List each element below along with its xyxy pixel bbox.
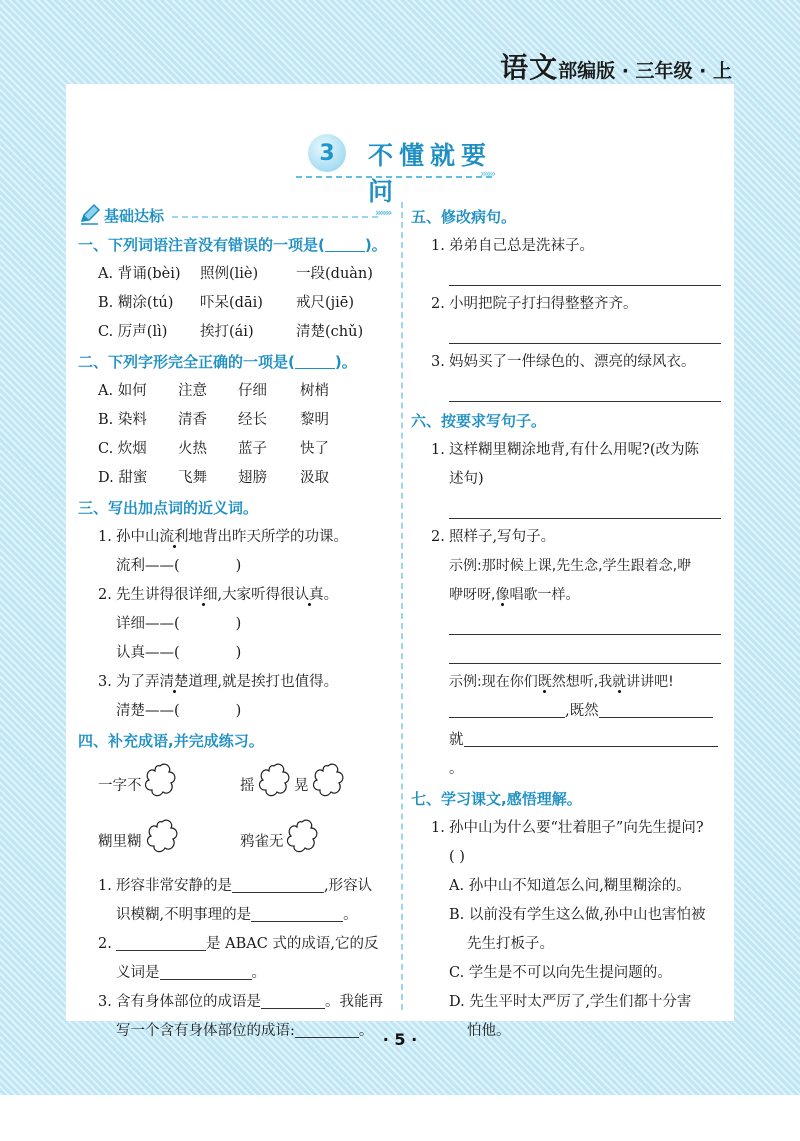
text-segment: 孙中山为什么要“壮着胆子”向先生提问?	[449, 820, 704, 836]
answer-prompt[interactable]	[78, 697, 390, 726]
choice-cell: C. 炊烟	[98, 441, 147, 457]
close-paren: )	[235, 616, 242, 632]
answer-prompt[interactable]	[78, 552, 390, 581]
title-underline	[296, 176, 492, 178]
question-number: 3.	[98, 994, 112, 1010]
close-paren: )	[235, 558, 242, 574]
fill-sentence	[411, 697, 723, 726]
question-number: 3.	[431, 354, 445, 370]
edition-label: 部编版 · 三年级 · 上	[558, 60, 732, 82]
text-segment: 示例:那时候上课,先生念,学生跟着念,咿	[449, 558, 692, 574]
question-number: 3.	[98, 674, 112, 690]
text-segment: 讲讲吧!	[626, 674, 674, 690]
answer-blank[interactable]	[116, 934, 206, 951]
choice-row	[78, 435, 390, 464]
question-number: 1.	[431, 820, 445, 836]
text-segment: 写一个含有身体部位的成语:	[116, 1023, 295, 1039]
choice-cell: 快了	[300, 441, 329, 457]
text-segment: 。	[343, 907, 358, 923]
idiom-text: 一字不	[98, 778, 142, 794]
dotted-word: 流利	[159, 529, 189, 545]
lead-heading-label: 基础达标	[104, 207, 165, 225]
lesson-title-block	[296, 134, 506, 206]
text-segment: 地背出昨天所学的功课。	[188, 529, 348, 545]
text-segment: 小明把院子打扫得整整齐齐。	[449, 296, 638, 312]
page-number: · 5 ·	[382, 1030, 418, 1049]
answer-blank[interactable]	[160, 963, 252, 980]
question-text	[411, 436, 723, 465]
choice-cell: 一段(duàn)	[296, 266, 373, 282]
text-segment: 。我能再	[325, 994, 383, 1010]
question-text	[78, 988, 390, 1017]
book-header	[500, 46, 732, 82]
text-segment: 这样糊里糊涂地背,有什么用呢?(改为陈	[449, 442, 700, 458]
choice-row	[78, 464, 390, 493]
answer-blank[interactable]	[464, 730, 718, 747]
question-number: 1.	[431, 238, 445, 254]
choice-row	[78, 289, 390, 318]
choice-cell: 照例(liè)	[200, 266, 259, 282]
question-text	[411, 814, 723, 843]
text-segment: 先生讲得很	[116, 587, 189, 603]
answer-prompt[interactable]	[78, 610, 390, 639]
answer-blank[interactable]	[599, 701, 713, 718]
question-text	[411, 232, 723, 261]
pencil-icon	[78, 202, 102, 226]
synonym-prompt: 详细——(	[116, 616, 180, 632]
close-paren: )	[235, 645, 242, 661]
answer-paren[interactable]: ( )	[449, 849, 465, 865]
idiom-text: 摇	[240, 778, 255, 794]
choice-cell: 挨打(ái)	[200, 324, 254, 340]
synonym-prompt: 认真——(	[116, 645, 180, 661]
worksheet	[66, 84, 734, 1039]
lesson-number-badge: 3	[308, 134, 346, 172]
text-segment: 然想听,我	[551, 674, 613, 690]
text-segment: 述句)	[449, 471, 484, 487]
arrow-decoration-icon: »»»	[480, 167, 495, 180]
choice-cell: 飞舞	[178, 470, 207, 486]
subject-label: 语文	[500, 51, 559, 84]
text-segment: ,大家听得很	[217, 587, 295, 603]
question-number: 1.	[98, 529, 112, 545]
option-c: C. 学生是不可以向先生提问题的。	[449, 965, 672, 981]
section-7-title: 七、学习课文,感悟理解。	[411, 790, 582, 808]
answer-line[interactable]	[411, 610, 723, 639]
dotted-word: 认真	[294, 587, 324, 603]
answer-blank[interactable]	[449, 701, 565, 718]
example-sentence	[411, 552, 723, 581]
choice-cell: 火热	[178, 441, 207, 457]
choice-cell: 吓呆(dāi)	[200, 295, 263, 311]
choice-cell: A. 背诵(bèi)	[98, 266, 181, 282]
section-5-title: 五、修改病句。	[411, 208, 517, 226]
heading-dash-line	[172, 216, 378, 218]
answer-blank[interactable]	[325, 237, 365, 252]
choice-cell: 清香	[178, 412, 207, 428]
dotted-word: 详细	[188, 587, 218, 603]
dotted-word: 清楚	[159, 674, 189, 690]
option-b: B. 以前没有学生这么做,孙中山也害怕被	[449, 907, 706, 923]
choice-cell: 戒尺(jiē)	[296, 295, 355, 311]
text-segment: ,形容认	[324, 878, 373, 894]
text-segment: 孙中山	[116, 529, 160, 545]
option-d-cont: 怕他。	[467, 1023, 511, 1039]
text-segment: 形容非常安静的是	[116, 878, 232, 894]
choice-cell: 汲取	[300, 470, 329, 486]
dotted-word: 像	[495, 587, 510, 603]
answer-blank[interactable]	[251, 905, 343, 922]
question-number: 2.	[431, 529, 445, 545]
question-number: 2.	[98, 936, 112, 952]
idiom-text: 糊里糊	[98, 834, 142, 850]
text-segment: 唱歌一样。	[509, 587, 580, 603]
section-1-title	[78, 230, 390, 260]
column-divider	[401, 202, 403, 1010]
choice-cell: 注意	[178, 383, 207, 399]
answer-blank[interactable]	[232, 876, 324, 893]
dotted-word: 就	[612, 674, 627, 690]
lead-heading	[78, 202, 390, 230]
arrow-decoration-icon: »»»	[375, 206, 391, 219]
fill-sentence	[411, 726, 723, 784]
question-number: 2.	[431, 296, 445, 312]
question-number: 1.	[98, 878, 112, 894]
text-segment: 示例:现在你们	[449, 674, 538, 690]
text-segment: 妈妈买了一件绿色的、漂亮的绿风衣。	[449, 354, 696, 370]
choice-cell: B. 染料	[98, 412, 147, 428]
choice-cell: 蓝子	[238, 441, 267, 457]
question-text	[78, 523, 390, 552]
section-2-title-end: )。	[334, 353, 357, 371]
answer-line[interactable]	[411, 377, 723, 406]
text-segment: 照样子,写句子。	[449, 529, 556, 545]
flower-blank-icon[interactable]	[310, 762, 346, 798]
question-text	[411, 290, 723, 319]
choice-cell: C. 厉声(lì)	[98, 324, 168, 340]
option-b-cont: 先生打板子。	[467, 936, 554, 952]
section-2-title-text: 二、下列字形完全正确的一项是(	[78, 353, 295, 371]
question-text	[411, 465, 723, 494]
section-1-title-end: )。	[364, 236, 387, 254]
right-column	[411, 202, 723, 1046]
question-text	[78, 668, 390, 697]
answer-line[interactable]	[411, 261, 723, 290]
question-text	[78, 930, 390, 959]
dotted-word: 既	[537, 674, 552, 690]
idiom-text: 鸦雀无	[240, 834, 284, 850]
answer-prompt[interactable]	[78, 639, 390, 668]
section-3-title: 三、写出加点词的近义词。	[78, 499, 259, 517]
text-segment: 咿呀呀,	[449, 587, 496, 603]
choice-row	[78, 260, 390, 289]
text-segment: 弟弟自己总是洗袜子。	[449, 238, 594, 254]
choice-cell: 仔细	[238, 383, 267, 399]
synonym-prompt: 流利——(	[116, 558, 180, 574]
example-sentence	[411, 581, 723, 610]
choice-cell: 经长	[238, 412, 267, 428]
question-text	[411, 523, 723, 552]
section-1-title-text: 一、下列词语注音没有错误的一项是(	[78, 236, 325, 254]
text-segment: 道理,就是挨打也值得。	[188, 674, 339, 690]
choice-cell: 清楚(chǔ)	[296, 324, 364, 340]
flower-blank-icon[interactable]	[142, 762, 178, 798]
idiom-flowers	[78, 756, 390, 872]
text-segment: 是 ABAC 式的成语,它的反	[206, 936, 379, 952]
choice-cell: 黎明	[300, 412, 329, 428]
answer-line[interactable]	[411, 494, 723, 523]
choice-row	[78, 318, 390, 347]
text-segment: 识模糊,不明事理的是	[116, 907, 252, 923]
choice-cell: 翅膀	[238, 470, 267, 486]
lesson-title: 不懂就要问	[368, 141, 493, 206]
choice-row	[78, 406, 390, 435]
section-4-title: 四、补充成语,并完成练习。	[78, 732, 264, 750]
text-segment: 。	[251, 965, 266, 981]
question-number: 1.	[431, 442, 445, 458]
answer-blank[interactable]	[295, 354, 335, 369]
section-2-title	[78, 347, 390, 377]
answer-line[interactable]	[411, 319, 723, 348]
flower-blank-icon[interactable]	[284, 818, 320, 854]
text-segment: 就	[449, 732, 464, 748]
text-segment: 。	[323, 587, 339, 603]
answer-blank[interactable]	[261, 992, 325, 1009]
text-segment: ,既然	[565, 703, 599, 719]
close-paren: )	[235, 703, 242, 719]
left-column	[78, 202, 390, 1046]
flower-blank-icon[interactable]	[256, 762, 292, 798]
text-segment: 为了弄	[116, 674, 160, 690]
choice-cell: 树梢	[300, 383, 329, 399]
idiom-text: 晃	[294, 778, 309, 794]
choice-row	[78, 377, 390, 406]
option-a: A. 孙中山不知道怎么问,糊里糊涂的。	[449, 878, 691, 894]
text-segment: 。	[449, 761, 464, 777]
text-segment: 义词是	[116, 965, 160, 981]
answer-line[interactable]	[411, 639, 723, 668]
choice-cell: D. 甜蜜	[98, 470, 148, 486]
example-sentence	[411, 668, 723, 697]
question-text	[78, 872, 390, 901]
option-d: D. 先生平时太严厉了,学生们都十分害	[449, 994, 692, 1010]
section-6-title: 六、按要求写句子。	[411, 412, 547, 430]
question-text	[78, 581, 390, 610]
text-segment: 含有身体部位的成语是	[116, 994, 261, 1010]
text-segment: 。	[358, 1023, 374, 1039]
choice-cell: A. 如何	[98, 383, 147, 399]
flower-blank-icon[interactable]	[144, 818, 180, 854]
question-text	[78, 959, 390, 988]
question-number: 2.	[98, 587, 112, 603]
choice-cell: B. 糊涂(tú)	[98, 295, 174, 311]
synonym-prompt: 清楚——(	[116, 703, 180, 719]
question-text	[78, 901, 390, 930]
question-text	[411, 348, 723, 377]
